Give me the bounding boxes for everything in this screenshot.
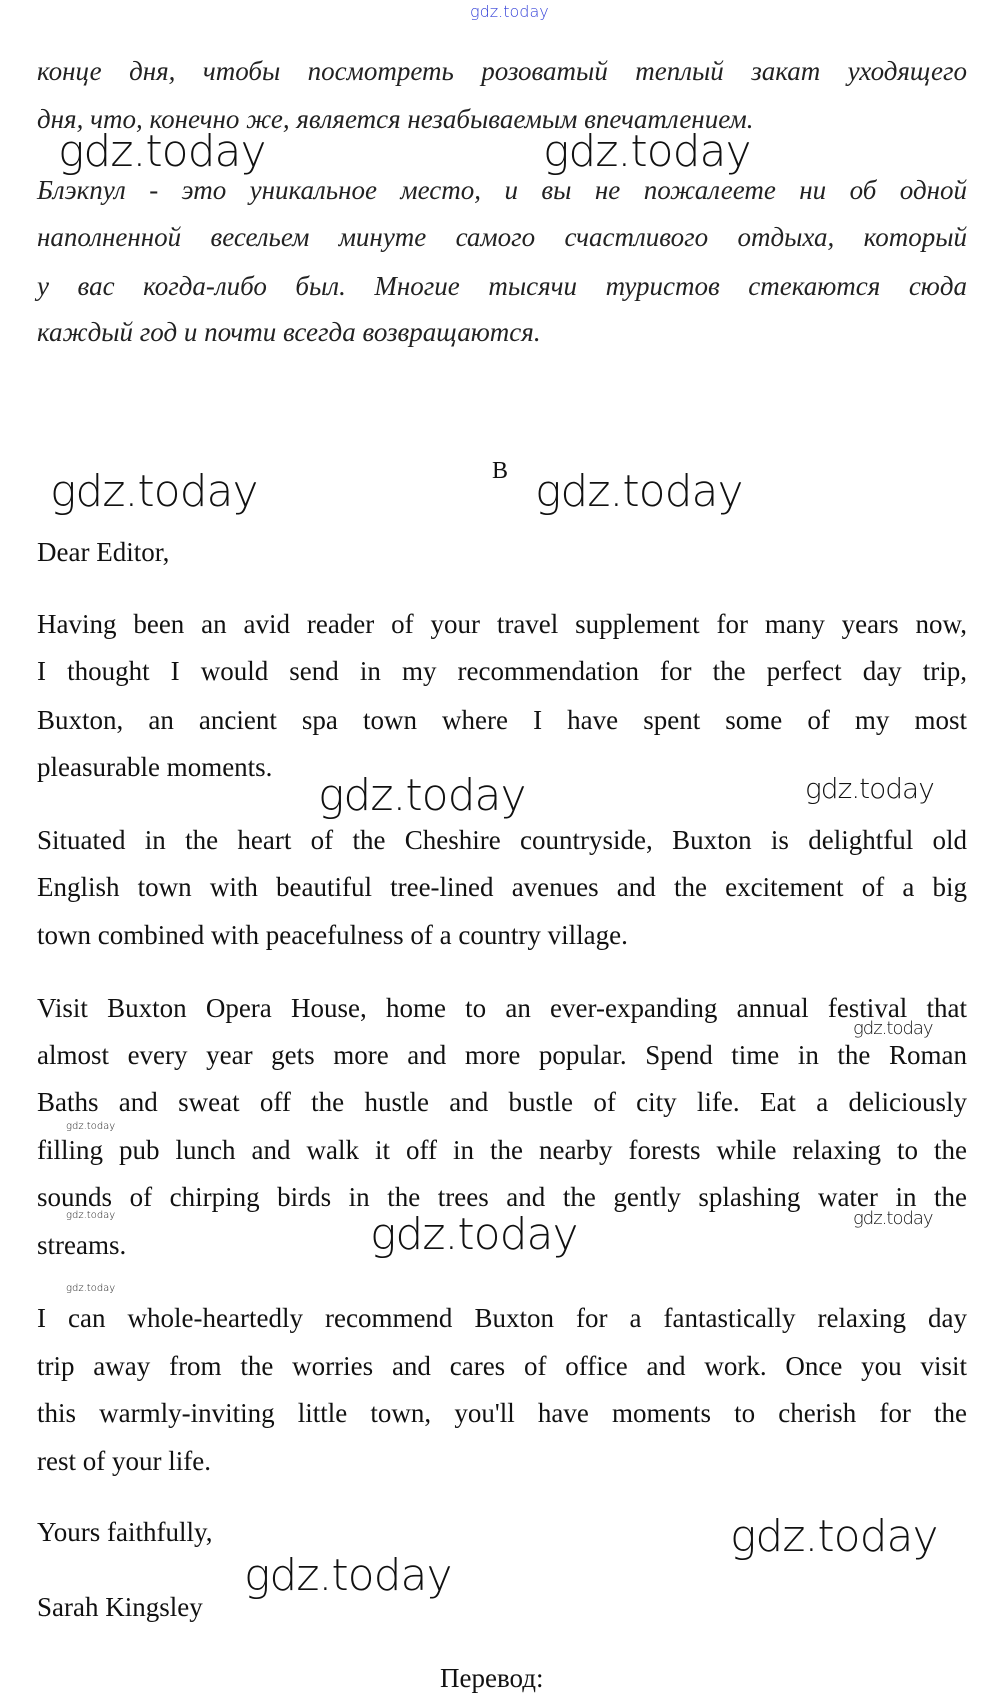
- text-line: Buxton, an ancient spa town where I have spent some of my most: [37, 705, 967, 735]
- text-line: trip away from the worries and cares of office and work. Once you visit: [37, 1351, 967, 1381]
- text-line: у вас когда-либо был. Многие тысячи туристов стекаются сюда: [37, 271, 967, 301]
- text-line: Блэкпул - это уникальное место, и вы не пожалеете ни об одной: [37, 175, 967, 205]
- watermark: gdz.today: [535, 466, 743, 517]
- text-line: I can whole-heartedly recommend Buxton for a fantastically relaxing day: [37, 1303, 967, 1333]
- text-line: almost every year gets more and more popular. Spend time in the Roman: [37, 1040, 967, 1070]
- watermark: gdz.today: [543, 126, 751, 177]
- text-line: наполненной весельем минуте самого счастливого отдыха, который: [37, 222, 967, 252]
- watermark-top: gdz.today: [470, 2, 549, 21]
- text-line: I thought I would send in my recommendation for the perfect day trip,: [37, 656, 967, 686]
- greeting: Dear Editor,: [37, 537, 170, 567]
- watermark: gdz.today: [805, 772, 934, 805]
- watermark: gdz.today: [66, 1283, 116, 1294]
- text-line: Having been an avid reader of your travel supplement for many years now,: [37, 609, 967, 639]
- text-line: this warmly-inviting little town, you'll have moments to cherish for the: [37, 1398, 967, 1428]
- watermark: gdz.today: [853, 1208, 933, 1229]
- text-line: Visit Buxton Opera House, home to an ever-expanding annual festival that: [37, 993, 967, 1023]
- text-line: pleasurable moments.: [37, 752, 273, 782]
- watermark: gdz.today: [370, 1209, 578, 1260]
- text-line: streams.: [37, 1230, 127, 1260]
- watermark: gdz.today: [58, 126, 266, 177]
- closing: Yours faithfully,: [37, 1517, 213, 1547]
- text-line: sounds of chirping birds in the trees and the gently splashing water in the: [37, 1182, 967, 1212]
- translation-heading: Перевод:: [440, 1663, 544, 1693]
- watermark: gdz.today: [244, 1550, 452, 1601]
- watermark: gdz.today: [66, 1121, 116, 1132]
- watermark: gdz.today: [853, 1018, 933, 1039]
- text-line: English town with beautiful tree-lined avenues and the excitement of a big: [37, 872, 967, 902]
- text-line: filling pub lunch and walk it off in the nearby forests while relaxing to the: [37, 1135, 967, 1165]
- text-line: town combined with peacefulness of a country village.: [37, 920, 628, 950]
- text-line: каждый год и почти всегда возвращаются.: [37, 317, 541, 347]
- watermark: gdz.today: [730, 1511, 938, 1562]
- watermark: gdz.today: [66, 1210, 116, 1221]
- text-line: Baths and sweat off the hustle and bustle of city life. Eat a deliciously: [37, 1087, 967, 1117]
- text-line: конце дня, чтобы посмотреть розоватый теплый закат уходящего: [37, 56, 967, 86]
- text-line: дня, что, конечно же, является незабываемым впечатлением.: [37, 104, 754, 134]
- watermark: gdz.today: [50, 466, 258, 517]
- section-label: B: [492, 458, 509, 484]
- watermark: gdz.today: [318, 770, 526, 821]
- text-line: Situated in the heart of the Cheshire countryside, Buxton is delightful old: [37, 825, 967, 855]
- text-line: rest of your life.: [37, 1446, 211, 1476]
- signature: Sarah Kingsley: [37, 1592, 203, 1622]
